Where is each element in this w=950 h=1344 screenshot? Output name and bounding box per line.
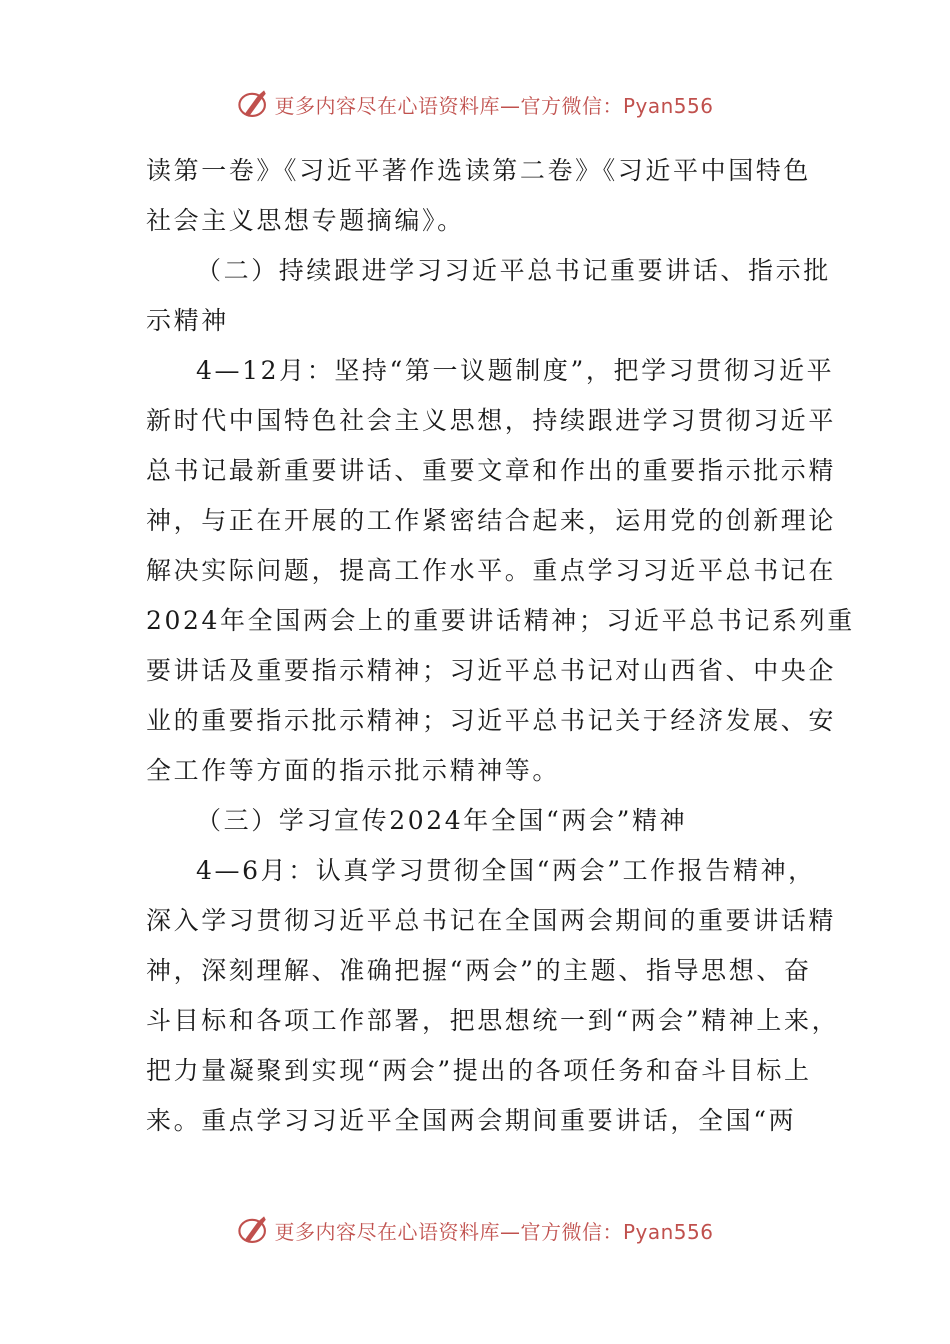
section-heading: （二）持续跟进学习习近平总书记重要讲话、指示批	[196, 256, 831, 285]
footer-watermark	[0, 1210, 950, 1250]
text-line: 解决实际问题，提高工作水平。重点学习习近平总书记在	[146, 556, 837, 585]
text-line: 示精神	[146, 306, 229, 335]
text-line: 神，与正在开展的工作紧密结合起来，运用党的创新理论	[146, 506, 837, 535]
pen-nib-logo-icon	[236, 1213, 270, 1247]
watermark-text: 更多内容尽在心语资料库—官方微信：Pyan556	[274, 1219, 714, 1244]
text-line: 4—12月：坚持“第一议题制度”，把学习贯彻习近平	[196, 356, 835, 385]
text-line: 全工作等方面的指示批示精神等。	[146, 756, 561, 785]
text-line: 4—6月：认真学习贯彻全国“两会”工作报告精神，	[196, 856, 816, 885]
document-body	[146, 146, 855, 1146]
text-line: 业的重要指示批示精神；习近平总书记关于经济发展、安	[146, 706, 837, 735]
header-watermark	[0, 84, 950, 124]
text-line: 来。重点学习习近平全国两会期间重要讲话，全国“两	[146, 1106, 797, 1135]
text-line: 深入学习贯彻习近平总书记在全国两会期间的重要讲话精	[146, 906, 837, 935]
text-line: 把力量凝聚到实现“两会”提出的各项任务和奋斗目标上	[146, 1056, 812, 1085]
text-line: 社会主义思想专题摘编》。	[146, 206, 465, 235]
text-line: 神，深刻理解、准确把握“两会”的主题、指导思想、奋	[146, 956, 812, 985]
pen-nib-logo-icon	[236, 87, 270, 121]
text-line: 斗目标和各项工作部署，把思想统一到“两会”精神上来，	[146, 1006, 840, 1035]
text-line: 2024年全国两会上的重要讲话精神；习近平总书记系列重	[146, 606, 855, 635]
section-heading: （三）学习宣传2024年全国“两会”精神	[196, 806, 688, 835]
text-line: 要讲话及重要指示精神；习近平总书记对山西省、中央企	[146, 656, 837, 685]
watermark-text: 更多内容尽在心语资料库—官方微信：Pyan556	[274, 93, 714, 118]
text-line: 新时代中国特色社会主义思想，持续跟进学习贯彻习近平	[146, 406, 837, 435]
text-line: 读第一卷》《习近平著作选读第二卷》《习近平中国特色	[146, 156, 812, 185]
text-line: 总书记最新重要讲话、重要文章和作出的重要指示批示精	[146, 456, 837, 485]
